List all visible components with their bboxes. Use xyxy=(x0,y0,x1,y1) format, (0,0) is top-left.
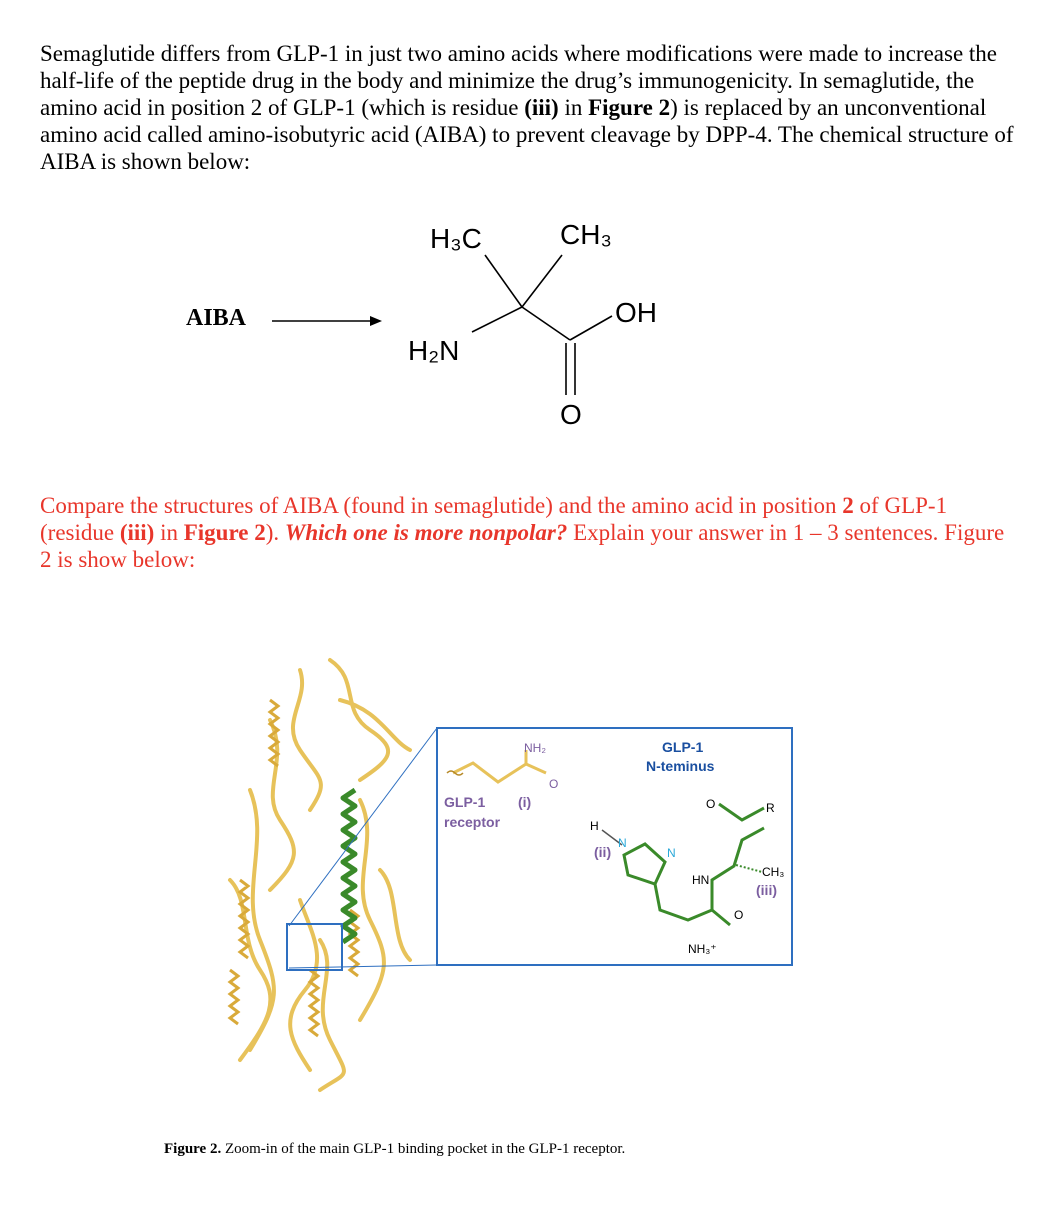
o-top: O xyxy=(549,777,559,791)
bond-oh xyxy=(570,316,612,340)
glp1-nterm-label-1: GLP-1 xyxy=(662,739,704,755)
atom-h3c: H₃C xyxy=(430,223,482,254)
bond-carbonyl-c xyxy=(522,307,570,340)
aiba-label: AIBA xyxy=(186,305,247,331)
glp1-helix xyxy=(343,790,355,942)
atom-ch3-iii: CH₃ xyxy=(762,865,785,879)
atom-n1: N xyxy=(618,836,627,850)
question-paragraph: Compare the structures of AIBA (found in semaglutide) and the amino acid in position 2 of GLP-1 (residue (iii) in Figure 2). Which one is more nonpolar? Explain your answer in 1 – 3 sentences. Figure 2 is show below: xyxy=(40,493,1005,572)
atom-o: O xyxy=(560,399,582,430)
intro-paragraph: Semaglutide differs from GLP-1 in just two amino acids where modifications were made to increase the half-life of the peptide drug in the body and minimize the drug’s immunogenicity. In semaglutide, the amino acid in position 2 of GLP-1 (which is residue (iii) in Figure 2) is replaced by an unconventional amino acid called amino-isobutyric acid (AIBA) to prevent cleavage by DPP-4. The chemical structure of AIBA is shown below: xyxy=(40,41,1014,174)
atom-h: H xyxy=(590,819,599,833)
bond-ch3 xyxy=(522,255,562,307)
glp1-nterm-label-2: N-teminus xyxy=(646,758,715,774)
atom-r: R xyxy=(766,801,775,815)
atom-o2: O xyxy=(734,908,744,922)
aiba-structure xyxy=(0,200,1054,440)
label-iii: (iii) xyxy=(756,882,777,898)
atom-h2n: H₂N xyxy=(408,335,460,366)
atom-n2: N xyxy=(667,846,676,860)
nh2-top: NH₂ xyxy=(524,741,546,755)
label-i: (i) xyxy=(518,794,532,810)
protein-ribbon xyxy=(230,660,410,1090)
connector-bottom xyxy=(289,965,437,968)
atom-hn: HN xyxy=(692,873,710,887)
label-ii: (ii) xyxy=(594,844,612,860)
bond-h2n xyxy=(472,307,522,332)
atom-o1: O xyxy=(706,797,716,811)
figure-2 xyxy=(0,640,1054,1100)
glp1-receptor-label-2: receptor xyxy=(444,814,501,830)
arrow-head xyxy=(370,316,382,326)
atom-nh3: NH₃⁺ xyxy=(688,942,717,956)
glp1-receptor-label-1: GLP-1 xyxy=(444,794,486,810)
atom-oh: OH xyxy=(615,297,657,328)
figure-caption: Figure 2. Zoom-in of the main GLP-1 binding pocket in the GLP-1 receptor. xyxy=(164,1141,626,1157)
bond-h3c xyxy=(485,255,522,307)
helix-coils xyxy=(230,700,358,1036)
atom-ch3: CH₃ xyxy=(560,219,612,250)
